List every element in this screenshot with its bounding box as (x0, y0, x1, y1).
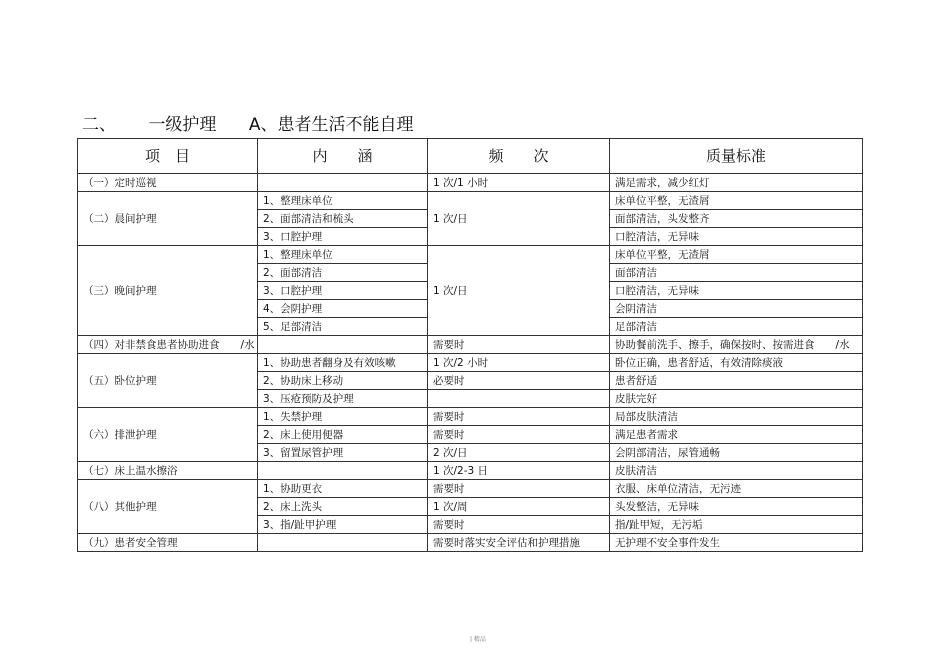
content-cell: 2、面部清洁和梳头 (258, 210, 428, 228)
frequency-cell: 需要时 (428, 516, 610, 534)
header-content: 内 涵 (258, 139, 428, 174)
frequency-cell: 需要时 (428, 480, 610, 498)
frequency-cell: 1 次/1 小时 (428, 174, 610, 192)
table-header-row (78, 139, 863, 174)
standard-cell: 口腔清洁，无异味 (610, 282, 863, 300)
table-row (78, 354, 863, 372)
standard-cell: 局部皮肤清洁 (610, 408, 863, 426)
header-item: 项 目 (78, 139, 258, 174)
content-cell (258, 174, 428, 192)
item-cell: （六）排泄护理 (78, 408, 258, 462)
frequency-cell: 2 次/日 (428, 444, 610, 462)
content-cell: 2、协助床上移动 (258, 372, 428, 390)
table-row (78, 336, 863, 354)
frequency-cell (428, 390, 610, 408)
section-heading (82, 110, 414, 135)
item-cell: （八）其他护理 (78, 480, 258, 534)
standard-cell: 患者舒适 (610, 372, 863, 390)
content-cell: 5、足部清洁 (258, 318, 428, 336)
frequency-cell: 需要时 (428, 408, 610, 426)
table-body (78, 139, 863, 552)
content-cell (258, 462, 428, 480)
header-frequency: 频 次 (428, 139, 610, 174)
content-cell: 3、留置尿管护理 (258, 444, 428, 462)
table-row (78, 534, 863, 552)
standard-cell: 皮肤完好 (610, 390, 863, 408)
standard-cell: 床单位平整，无渣屑 (610, 192, 863, 210)
content-cell: 3、口腔护理 (258, 282, 428, 300)
footer-mark: | 精品 (470, 636, 486, 643)
standard-cell: 会阴部清洁，尿管通畅 (610, 444, 863, 462)
standard-cell: 床单位平整，无渣屑 (610, 246, 863, 264)
frequency-cell: 需要时 (428, 336, 610, 354)
table-row (78, 480, 863, 498)
heading-title: 一级护理 (148, 115, 217, 135)
frequency-cell: 需要时落实安全评估和护理措施 (428, 534, 610, 552)
frequency-cell: 1 次/周 (428, 498, 610, 516)
content-cell (258, 336, 428, 354)
standard-cell: 面部清洁 (610, 264, 863, 282)
item-cell: （三）晚间护理 (78, 246, 258, 336)
heading-number: 二、 (82, 115, 116, 135)
content-cell: 1、整理床单位 (258, 246, 428, 264)
frequency-cell: 1 次/日 (428, 192, 610, 246)
frequency-cell: 1 次/2 小时 (428, 354, 610, 372)
table-row (78, 174, 863, 192)
standard-cell: 无护理不安全事件发生 (610, 534, 863, 552)
care-standards-table (77, 138, 863, 552)
standard-cell: 面部清洁，头发整齐 (610, 210, 863, 228)
standard-cell: 满足需求，减少红灯 (610, 174, 863, 192)
standard-cell: 皮肤清洁 (610, 462, 863, 480)
item-cell: （一）定时巡视 (78, 174, 258, 192)
frequency-cell: 1 次/日 (428, 246, 610, 336)
standard-cell: 指/趾甲短，无污垢 (610, 516, 863, 534)
content-cell: 1、协助患者翻身及有效咳嗽 (258, 354, 428, 372)
standard-cell: 协助餐前洗手、擦手，确保按时、按需进食 /水 (610, 336, 863, 354)
content-cell: 4、会阴护理 (258, 300, 428, 318)
frequency-cell: 1 次/2-3 日 (428, 462, 610, 480)
content-cell: 2、面部清洁 (258, 264, 428, 282)
table-row (78, 192, 863, 210)
table-row (78, 408, 863, 426)
heading-subtitle: A、患者生活不能自理 (248, 115, 414, 135)
item-cell: （九）患者安全管理 (78, 534, 258, 552)
content-cell: 1、整理床单位 (258, 192, 428, 210)
content-cell (258, 534, 428, 552)
content-cell: 3、指/趾甲护理 (258, 516, 428, 534)
standard-cell: 口腔清洁，无异味 (610, 228, 863, 246)
table-row (78, 462, 863, 480)
standard-cell: 足部清洁 (610, 318, 863, 336)
standard-cell: 衣服、床单位清洁，无污迹 (610, 480, 863, 498)
frequency-cell: 必要时 (428, 372, 610, 390)
content-cell: 1、失禁护理 (258, 408, 428, 426)
content-cell: 2、床上洗头 (258, 498, 428, 516)
standard-cell: 会阴清洁 (610, 300, 863, 318)
standard-cell: 头发整洁，无异味 (610, 498, 863, 516)
content-cell: 3、压疮预防及护理 (258, 390, 428, 408)
item-cell: （二）晨间护理 (78, 192, 258, 246)
item-cell: （五）卧位护理 (78, 354, 258, 408)
content-cell: 3、口腔护理 (258, 228, 428, 246)
table-row (78, 246, 863, 264)
header-standard: 质量标准 (610, 139, 863, 174)
content-cell: 2、床上使用便器 (258, 426, 428, 444)
standard-cell: 满足患者需求 (610, 426, 863, 444)
content-cell: 1、协助更衣 (258, 480, 428, 498)
standard-cell: 卧位正确，患者舒适，有效清除痰液 (610, 354, 863, 372)
frequency-cell: 需要时 (428, 426, 610, 444)
item-cell: （四）对非禁食患者协助进食 /水 (78, 336, 258, 354)
item-cell: （七）床上温水擦浴 (78, 462, 258, 480)
